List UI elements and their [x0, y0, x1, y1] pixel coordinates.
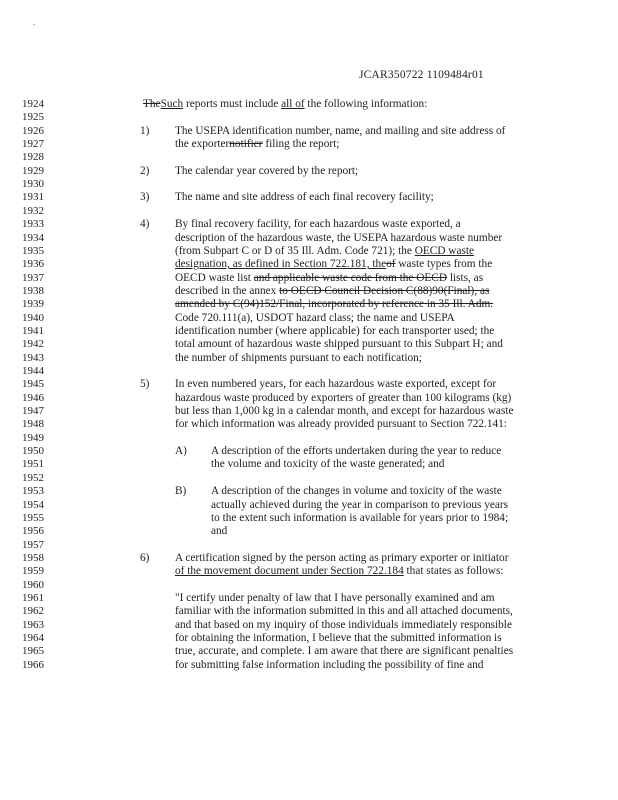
plain-text: the following information: — [304, 98, 428, 110]
text-line — [0, 151, 618, 164]
line-text — [175, 378, 496, 391]
line-number: 1925 — [22, 111, 44, 124]
line-number: 1953 — [22, 485, 44, 498]
line-number: 1959 — [22, 565, 44, 578]
text-line — [0, 392, 618, 405]
line-text — [175, 312, 455, 325]
line-text — [175, 191, 434, 204]
line-text — [175, 418, 507, 431]
text-line — [0, 325, 618, 338]
line-number: 1928 — [22, 151, 44, 164]
inserted-text: of the movement document under Section 722.184 — [175, 565, 404, 578]
line-text — [175, 392, 511, 405]
text-line — [0, 605, 618, 618]
plain-text: , USDOT hazard class; the name and USEPA — [250, 311, 455, 324]
text-line — [0, 405, 618, 418]
text-line — [0, 125, 618, 138]
text-line — [0, 418, 618, 431]
line-number: 1964 — [22, 632, 44, 644]
line-text — [175, 632, 502, 645]
text-line — [0, 485, 618, 498]
text-line — [0, 205, 618, 218]
plain-text: OECD waste list — [175, 271, 254, 284]
deleted-text: amended by C(94)152/Final, incorporated by reference in 35 Ill. Adm. — [175, 298, 494, 311]
line-number: 1937 — [22, 271, 44, 284]
text-line — [0, 258, 618, 271]
line-number: 1965 — [22, 645, 44, 658]
plain-text: description of the hazardous waste, the USEPA hazardous waste number — [175, 231, 503, 244]
text-line — [0, 539, 618, 552]
text-line — [0, 365, 618, 378]
deleted-text: notifier — [229, 138, 263, 151]
document-header: JCAR350722 1109484r01 — [359, 69, 484, 81]
line-number: 1955 — [22, 511, 44, 524]
plain-text: actually achieved during the year in comparison to previous years — [211, 498, 509, 511]
text-line — [0, 619, 618, 632]
line-text — [175, 592, 495, 605]
plain-text: lists, as — [447, 271, 484, 284]
line-number: 1960 — [22, 578, 44, 591]
line-number: 1966 — [22, 658, 44, 671]
line-number: 1941 — [22, 324, 44, 337]
line-text — [175, 285, 489, 298]
plain-text: for which information was already provided pursuant to Section 722.141: — [175, 418, 507, 431]
line-text — [175, 605, 513, 618]
line-text — [175, 245, 474, 258]
text-line — [0, 659, 618, 672]
text-line — [0, 458, 618, 471]
line-number: 1934 — [22, 231, 44, 244]
plain-text: reports must include — [183, 98, 282, 110]
plain-text: The USEPA identification number, name, and mailing and site address of — [175, 124, 506, 137]
plain-text: for obtaining the information, I believe that the submitted information is — [175, 632, 502, 644]
plain-text: A description of the changes in volume and toxicity of the waste — [211, 485, 502, 498]
plain-text: that states as follows: — [403, 565, 504, 578]
line-number: 1930 — [22, 178, 44, 191]
text-line — [0, 218, 618, 231]
plain-text: described in the annex — [175, 284, 280, 297]
line-text — [175, 165, 358, 178]
plain-text: the volume and toxicity of the waste generated; and — [211, 458, 445, 471]
plain-text: A description of the efforts undertaken during the year to reduce — [211, 445, 502, 458]
plain-text: for submitting false information including the possibility of fine and — [175, 658, 484, 671]
text-line — [0, 592, 618, 605]
line-number: 1949 — [22, 431, 44, 444]
stray-mark: . — [33, 18, 35, 27]
plain-text: total amount of hazardous waste shipped pursuant to this Subpart H; and — [175, 338, 503, 351]
line-number: 1947 — [22, 405, 44, 418]
plain-text: the exporter — [175, 138, 230, 151]
list-marker: 3) — [140, 191, 150, 204]
line-text — [175, 352, 422, 365]
line-text — [175, 405, 514, 418]
line-text — [175, 645, 513, 658]
plain-text: The calendar year covered by the report; — [175, 164, 359, 177]
line-text — [211, 485, 502, 498]
line-text — [175, 125, 505, 138]
line-number: 1951 — [22, 458, 44, 471]
text-line — [0, 232, 618, 245]
line-number: 1954 — [22, 498, 44, 511]
plain-text: Code 720.111(a) — [175, 311, 251, 324]
plain-text: but less than 1,000 kg in a calendar month, and except for hazardous waste — [175, 405, 514, 418]
plain-text: hazardous waste produced by exporters of greater than 100 kilograms (kg) — [175, 391, 512, 404]
line-text — [175, 325, 494, 338]
text-line — [0, 191, 618, 204]
line-text — [143, 98, 427, 111]
text-line — [0, 512, 618, 525]
line-number: 1958 — [22, 551, 44, 564]
text-line — [0, 499, 618, 512]
line-text — [211, 445, 501, 458]
text-line — [0, 632, 618, 645]
line-number: 1945 — [22, 378, 44, 391]
text-line — [0, 472, 618, 485]
line-text — [211, 499, 508, 512]
text-line — [0, 432, 618, 445]
plain-text: The name and site address of each final recovery facility; — [175, 191, 434, 204]
list-marker: 1) — [140, 124, 150, 137]
plain-text: the number of shipments pursuant to each notification; — [175, 351, 422, 364]
line-number: 1933 — [22, 218, 44, 231]
inserted-text: all of — [281, 98, 305, 110]
line-number: 1961 — [22, 591, 44, 604]
inserted-text: designation, as defined in Section 722.181, the — [175, 258, 387, 271]
line-number: 1929 — [22, 164, 44, 177]
list-marker: 5) — [140, 378, 150, 391]
line-number: 1927 — [22, 138, 44, 151]
list-marker: 2) — [140, 164, 150, 177]
text-line — [0, 111, 618, 124]
line-text — [175, 338, 503, 351]
text-line — [0, 298, 618, 311]
line-number: 1962 — [22, 605, 44, 618]
plain-text: and — [211, 525, 228, 538]
line-number: 1956 — [22, 525, 44, 538]
line-number: 1924 — [22, 98, 44, 110]
list-marker: B) — [175, 485, 187, 498]
text-line — [0, 245, 618, 258]
text-line — [0, 525, 618, 538]
text-line — [0, 552, 618, 565]
text-line — [0, 378, 618, 391]
deleted-text: to OECD Council Decision C(88)90(Final), as — [279, 284, 490, 297]
line-text — [175, 138, 339, 151]
text-line — [0, 285, 618, 298]
line-number: 1939 — [22, 298, 44, 311]
line-number: 1940 — [22, 311, 44, 324]
line-number: 1938 — [22, 284, 44, 297]
line-text — [175, 659, 483, 672]
line-number: 1935 — [22, 244, 44, 257]
plain-text: (from Subpart C or D of 35 Ill. Adm. Code 721); the — [175, 244, 415, 257]
list-marker: 4) — [140, 218, 150, 231]
text-line — [0, 98, 618, 111]
line-number: 1950 — [22, 445, 44, 458]
line-text — [211, 525, 227, 538]
plain-text: and that based on my inquiry of those individuals immediately responsible — [175, 618, 512, 631]
plain-text: "I certify under penalty of law that I have personally examined and am — [175, 591, 495, 604]
text-line — [0, 645, 618, 658]
line-number: 1932 — [22, 204, 44, 217]
line-text — [175, 272, 483, 285]
deleted-text: of — [386, 258, 396, 271]
list-marker: 6) — [140, 551, 150, 564]
text-line — [0, 445, 618, 458]
line-number: 1942 — [22, 338, 44, 351]
text-line — [0, 338, 618, 351]
text-line — [0, 138, 618, 151]
text-line — [0, 178, 618, 191]
text-line — [0, 579, 618, 592]
line-number: 1944 — [22, 365, 44, 377]
line-text — [211, 512, 508, 525]
plain-text: In even numbered years, for each hazardous waste exported, except for — [175, 378, 497, 391]
line-text — [211, 458, 444, 471]
plain-text: familiar with the information submitted in this and all attached documents, — [175, 605, 513, 618]
list-marker: A) — [175, 445, 187, 458]
line-number: 1948 — [22, 418, 44, 431]
plain-text: identification number (where applicable) for each transporter used; the — [175, 324, 495, 337]
plain-text: A certification signed by the person acting as primary exporter or initiator — [175, 551, 509, 564]
deleted-text: The — [143, 98, 161, 110]
deleted-text: and applicable waste code from the OECD — [253, 271, 447, 284]
text-line — [0, 272, 618, 285]
inserted-text: Such — [160, 98, 184, 110]
text-line — [0, 352, 618, 365]
line-text — [175, 619, 512, 632]
line-text — [175, 218, 461, 231]
plain-text: filing the report; — [262, 138, 340, 151]
text-line — [0, 165, 618, 178]
line-text — [175, 232, 502, 245]
plain-text: true, accurate, and complete. I am aware that there are significant penalties — [175, 645, 514, 658]
inserted-text: OECD waste — [414, 244, 475, 257]
line-text — [175, 565, 504, 578]
plain-text: waste types from the — [395, 258, 493, 271]
line-number: 1936 — [22, 258, 44, 271]
line-text — [175, 258, 492, 271]
line-number: 1931 — [22, 191, 44, 204]
line-number: 1926 — [22, 124, 44, 137]
plain-text: By final recovery facility, for each hazardous waste exported, a — [175, 218, 461, 231]
line-number: 1952 — [22, 471, 44, 484]
plain-text: to the extent such information is available for years prior to 1984; — [211, 511, 509, 524]
line-text — [175, 552, 508, 565]
line-number: 1946 — [22, 391, 44, 404]
text-line — [0, 312, 618, 325]
line-number: 1957 — [22, 538, 44, 551]
line-text — [175, 298, 493, 311]
line-number: 1943 — [22, 351, 44, 364]
line-number: 1963 — [22, 618, 44, 631]
text-line — [0, 565, 618, 578]
